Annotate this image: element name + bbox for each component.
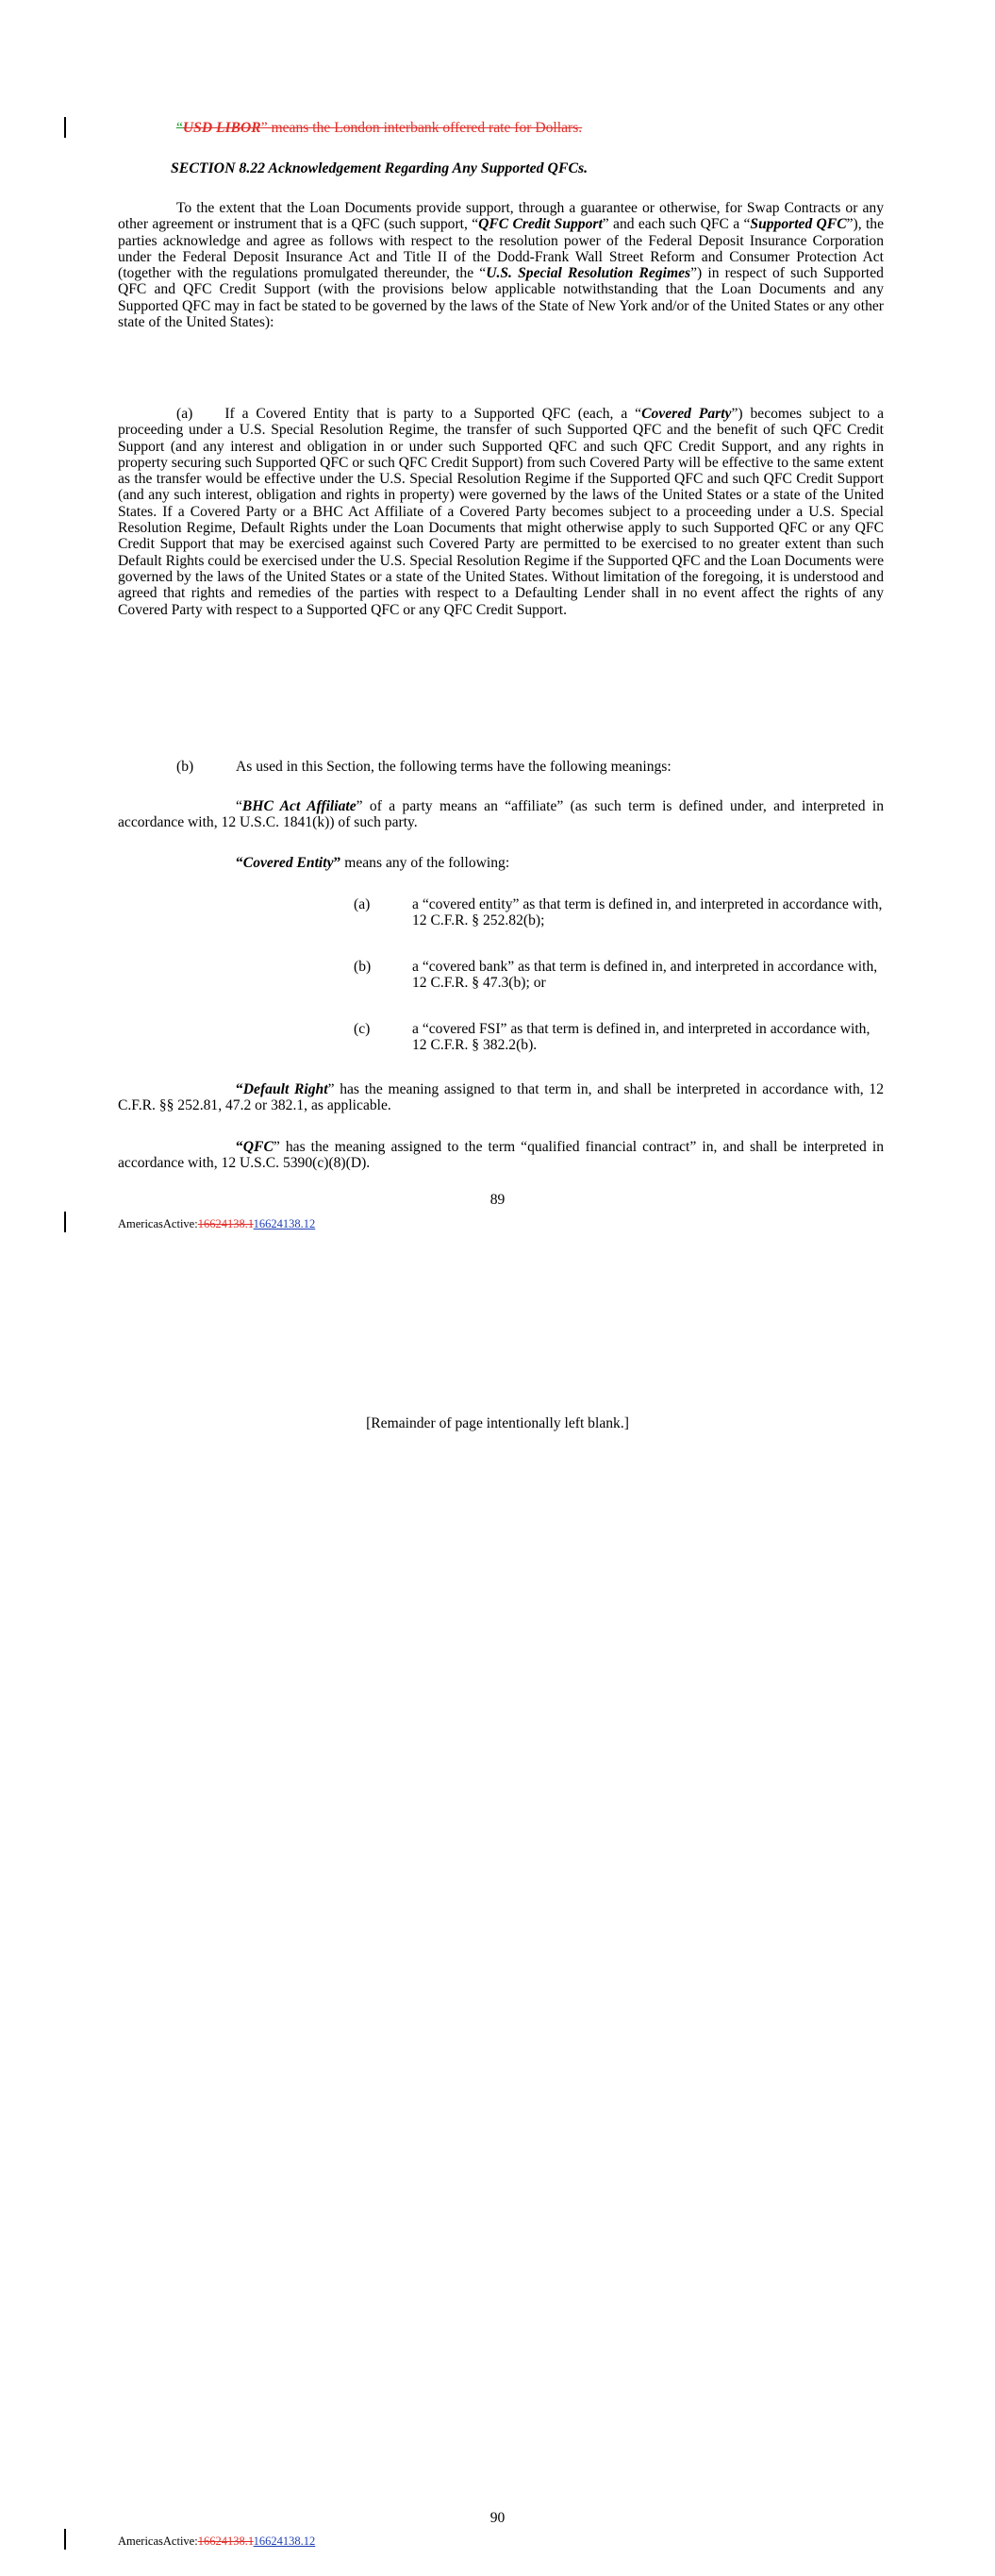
libor-term: USD LIBOR [182,120,261,136]
old-doc-id: 16624138.1 [197,2534,254,2548]
defined-term: BHC Act Affiliate [241,798,357,814]
defined-term: Covered Party [641,406,732,422]
defined-term: Supported QFC [750,216,847,233]
definition-bhc-act-affiliate: “BHC Act Affiliate” of a party means an “affiliate” (as such term is defined under, and interpreted in accordance with, 12 U.S.C. 1841(k)) of such party. [118,798,885,831]
defined-term: U.S. Special Resolution Regimes [486,265,691,282]
footer-doc-id: AmericasActive:16624138.116624138.12 [118,1217,316,1230]
new-doc-id: 16624138.12 [253,1217,316,1230]
covered-entity-rest: means any of the following: [340,855,510,871]
paragraph-b-text: As used in this Section, the following terms have the following meanings: [236,759,672,775]
paragraph-label: (a) [176,406,193,422]
paragraph-label: (b) [176,759,194,775]
page-number: 89 [489,1192,506,1208]
paragraph-a: (a) If a Covered Entity that is party to a Supported QFC (each, a “Covered Party”) becomes subject to a proceeding under a U.S. Special Resolution Regime, the transfer of such Supported QFC and the benefit of such QFC Credit Support (and any interest and obligation in or under such Supported QFC and such QFC Credit Support, and any rights in property securing such Supported QFC or such QFC Credit Support) from such Covered Party will be effective to the same extent as the transfer would be effective under the U.S. Special Resolution Regime if the Supported QFC and such QFC Credit Support (and any such interest, obligation and rights in property) were governed by the laws of the United States or a state of the United States. If a Covered Party or a BHC Act Affiliate of a Covered Party becomes subject to a proceeding under a U.S. Special Resolution Regime, Default Rights under the Loan Documents that might otherwise apply to such Supported QFC or any QFC Credit Support that may be exercised against such Covered Party are permitted to be exercised to no greater extent than such Default Rights could be exercised under the U.S. Special Resolution Regime if the Supported QFC and the Loan Documents were governed by the laws of the United States or a state of the United States. Without limitation of the foregoing, it is understood and agreed that rights and remedies of the parties with respect to a Defaulting Lender shall in no event affect the rights of any Covered Party with respect to a Supported QFC or any QFC Credit Support. [118,406,884,618]
definition-qfc: “QFC” has the meaning assigned to the term “qualified financial contract” in, and shall be interpreted in accordance with, 12 U.S.C. 5390(c)(8)(D). [118,1139,884,1172]
change-bar [64,1212,66,1232]
definition-covered-entity: “Covered Entity” means any of the following: [236,855,510,871]
defined-term: QFC Credit Support [478,216,603,233]
sub-item-text: a “covered FSI” as that term is defined in, and interpreted in accordance with, 12 C.F.R. § 382.2(b). [412,1021,871,1054]
remainder-notice: [Remainder of page intentionally left blank.] [366,1415,629,1431]
change-bar [64,2529,66,2550]
sub-item-text: a “covered bank” as that term is defined in, and interpreted in accordance with, 12 C.F.R. § 47.3(b); or [412,959,878,992]
sub-item-text: a “covered entity” as that term is defined in, and interpreted in accordance with, 12 C.F.R. § 252.82(b); [412,896,883,929]
sub-item-label: (a) [354,896,371,912]
defined-term: QFC [242,1139,274,1155]
defined-term: Default Right [242,1081,328,1097]
old-doc-id: 16624138.1 [197,1217,254,1230]
page-number: 90 [489,2510,506,2526]
sub-item-label: (b) [354,959,372,975]
change-bar [64,117,66,138]
paragraph-b [176,759,193,776]
sub-item-label: (c) [354,1021,371,1037]
section-heading: SECTION 8.22 Acknowledgement Regarding Any Supported QFCs. [171,160,589,176]
new-doc-id: 16624138.12 [253,2534,316,2548]
defined-term: Covered Entity [242,855,334,871]
intro-paragraph: To the extent that the Loan Documents provide support, through a guarantee or otherwise, for Swap Contracts or any other agreement or instrument that is a QFC (such support, “QFC Credit Support” and each such QFC a “Supported QFC”), the parties acknowledge and agree as follows with respect to the resolution power of the Federal Deposit Insurance Corporation under the Federal Deposit Insurance Act and Title II of the Dodd-Frank Wall Street Reform and Consumer Protection Act (together with the regulations promulgated thereunder, the “U.S. Special Resolution Regimes”) in respect of such Supported QFC and QFC Credit Support (with the provisions below applicable notwithstanding that the Loan Documents and any Supported QFC may in fact be stated to be governed by the laws of the State of New York and/or of the United States or any other state of the United States): [118,200,885,331]
definition-default-right: “Default Right” has the meaning assigned to that term in, and shall be interpreted in accordance with, 12 C.F.R. §§ 252.81, 47.2 or 382.1, as applicable. [118,1081,884,1114]
deleted-libor-definition: “USD LIBOR” means the London interbank offered rate for Dollars. [176,120,583,136]
footer-doc-id: AmericasActive:16624138.116624138.12 [118,2534,316,2548]
